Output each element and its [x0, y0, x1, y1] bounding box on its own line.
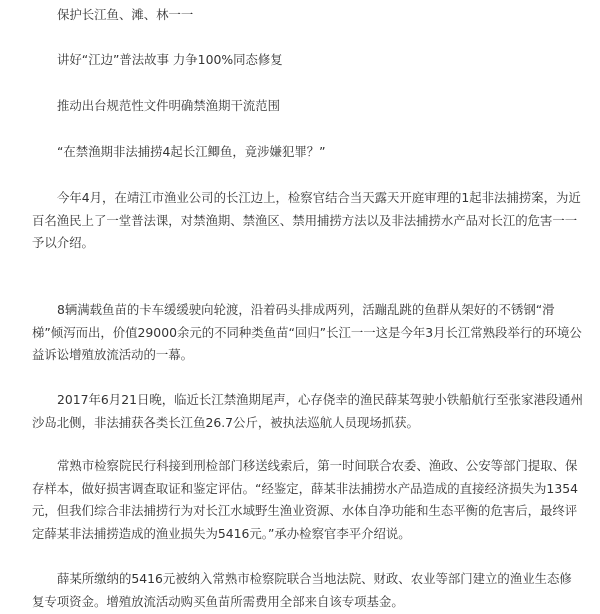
- headline-2: 讲好“江边”普法故事 力争100%同态修复: [57, 52, 283, 67]
- headline-1: 保护长江鱼、滩、林一一: [57, 7, 194, 22]
- paragraph-5: 薛某所缴纳的5416元被纳入常熟市检察院联合当地法院、财政、农业等部门建立的渔业生态修复专项资金。增殖放流活动购买鱼苗所需费用全部来自该专项基金。: [32, 571, 572, 609]
- paragraph-3: 2017年6月21日晚，临近长江禁渔期尾声，心存侥幸的渔民薛某驾驶小铁船航行至张家港段通州沙岛北侧，非法捕获各类长江鱼26.7公斤，被执法巡航人员现场抓获。: [32, 392, 584, 430]
- paragraph-2: 8辆满载鱼苗的卡车缓缓驶向轮渡，沿着码头排成两列，活蹦乱跳的鱼群从架好的不锈钢“滑梯”倾泻而出，价值29000余元的不同种类鱼苗“回归”长江一一这是今年3月长江常熟段举行的环境公益诉讼增殖放流活动的一幕。: [32, 302, 582, 362]
- headline-3: 推动出台规范性文件明确禁渔期干流范围: [57, 98, 281, 113]
- paragraph-4: 常熟市检察院民行科接到刑检部门移送线索后，第一时间联合农委、渔政、公安等部门提取、保存样本，做好损害调查取证和鉴定评估。“经鉴定，薛某非法捕捞水产品造成的直接经济损失为1354元，但我们综合非法捕捞行为对长江水域野生渔业资源、水体自净功能和生态平衡的危害后，最终评定薛某非法捕捞造成的渔业损失为5416元。”承办检察官李平介绍说。: [32, 458, 578, 541]
- paragraph-1: 今年4月，在靖江市渔业公司的长江边上，检察官结合当天露天开庭审理的1起非法捕捞案，为近百名渔民上了一堂普法课，对禁渔期、禁渔区、禁用捕捞方法以及非法捕捞水产品对长江的危害一一予以介绍。: [32, 190, 581, 250]
- headline-4: “在禁渔期非法捕捞4起长江鲫鱼，竟涉嫌犯罪？”: [57, 144, 326, 159]
